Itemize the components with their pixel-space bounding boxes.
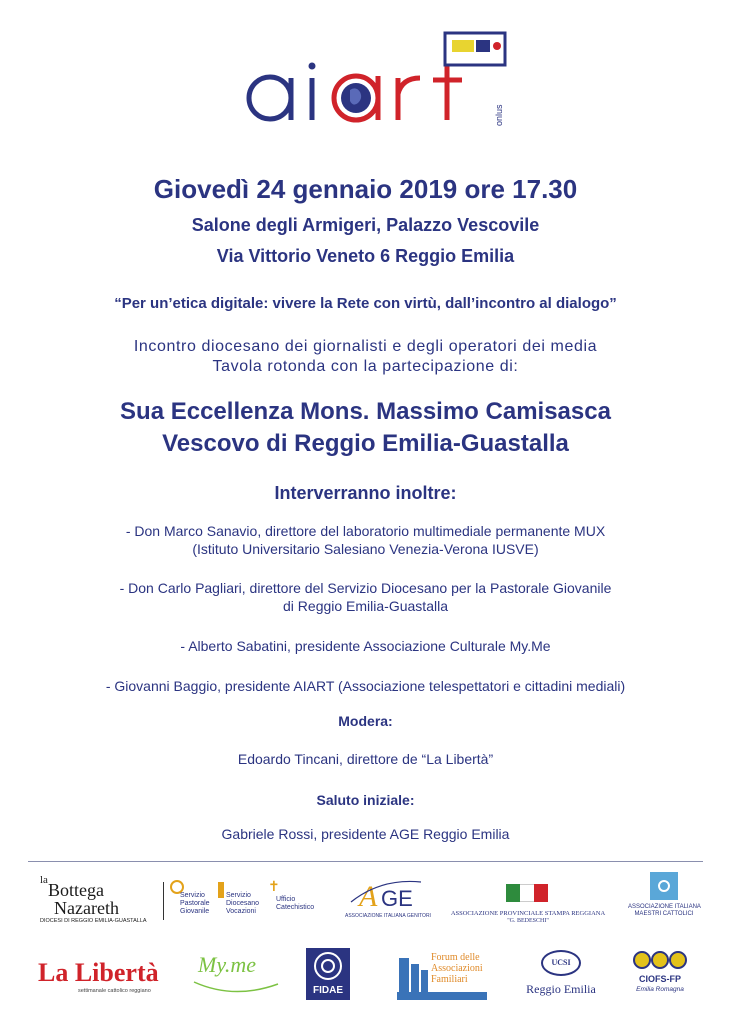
forum-line: Forum delle bbox=[431, 952, 480, 963]
myme-swoosh-icon bbox=[192, 978, 280, 996]
guest-role: Vescovo di Reggio Emilia-Guastalla bbox=[162, 430, 569, 457]
servizio-label: Servizio bbox=[180, 892, 205, 899]
vocazioni-icon bbox=[218, 882, 224, 898]
speaker-item bbox=[0, 522, 731, 558]
servizio-label: Catechistico bbox=[276, 904, 315, 911]
bottega-word: Bottega bbox=[48, 880, 104, 900]
fidae-emblem-icon bbox=[306, 948, 350, 984]
ciofs-subtitle: Emilia Romagna bbox=[636, 986, 684, 993]
servizio-label: Diocesano bbox=[226, 900, 260, 907]
servizio-vocazioni-logo bbox=[218, 880, 268, 922]
event-title: “Per un’etica digitale: vivere la Rete con virtù, dall’incontro al dialogo” bbox=[114, 295, 617, 312]
forum-text bbox=[431, 952, 483, 985]
maestri-emblem-icon bbox=[650, 872, 678, 900]
aiart-logo-graphic bbox=[240, 28, 540, 138]
speaker-line: - Don Marco Sanavio, direttore del laboratorio multimediale permanente MUX bbox=[125, 523, 606, 539]
speakers-heading: Interverranno inoltre: bbox=[274, 483, 457, 503]
greeting-name: Gabriele Rossi, presidente AGE Reggio Emilia bbox=[221, 826, 510, 842]
liberta-word: La Libertà bbox=[38, 958, 159, 987]
svg-text:GE: GE bbox=[381, 886, 413, 911]
speaker-line: - Alberto Sabatini, presidente Associazione Culturale My.Me bbox=[180, 638, 551, 654]
ciofs-word: CIOFS-FP bbox=[639, 974, 681, 984]
speaker-line: di Reggio Emilia-Guastalla bbox=[283, 598, 448, 614]
onlus-label: onlus bbox=[494, 104, 504, 126]
myme-word: My.me bbox=[198, 952, 257, 977]
servizio-pastorale-logo bbox=[170, 880, 220, 922]
event-venue: Salone degli Armigeri, Palazzo Vescovile bbox=[191, 215, 540, 235]
guest-name: Sua Eccellenza Mons. Massimo Camisasca bbox=[120, 398, 611, 425]
moderator-heading: Modera: bbox=[338, 713, 393, 729]
liberta-subtitle: settimanale cattolico reggiano bbox=[78, 988, 151, 994]
ciofs-logo bbox=[628, 948, 692, 1002]
forum-base-bar bbox=[397, 992, 487, 1000]
forum-associazioni-logo bbox=[397, 948, 492, 1002]
family-figure-icon bbox=[399, 958, 409, 992]
ucsi-emblem-icon bbox=[541, 950, 581, 976]
ucsi-subtitle: Reggio Emilia bbox=[526, 982, 596, 996]
speaker-item bbox=[0, 579, 731, 615]
svg-text:A: A bbox=[359, 880, 378, 912]
ucsi-logo bbox=[516, 948, 606, 1000]
servizio-label: Servizio bbox=[226, 892, 251, 899]
catechistico-icon: ✝ bbox=[268, 878, 280, 894]
family-figure-icon bbox=[411, 964, 419, 992]
servizio-label: Pastorale bbox=[180, 900, 210, 907]
fidae-logo bbox=[306, 948, 350, 1000]
speaker-item bbox=[0, 677, 731, 695]
age-subtitle: ASSOCIAZIONE ITALIANA GENITORI bbox=[345, 913, 431, 919]
speaker-line: - Giovanni Baggio, presidente AIART (Associazione telespettatori e cittadini mediali) bbox=[105, 678, 626, 694]
servizio-label: Vocazioni bbox=[226, 908, 256, 915]
bottega-la: la bbox=[40, 874, 48, 886]
speaker-line: - Don Carlo Pagliari, direttore del Servizio Diocesano per la Pastorale Giovanile bbox=[119, 580, 612, 596]
maestri-line-1: ASSOCIAZIONE ITALIANA bbox=[628, 904, 701, 910]
bottega-nazareth-logo bbox=[40, 874, 160, 924]
maestri-cattolici-logo bbox=[628, 872, 700, 928]
age-mark-icon bbox=[345, 876, 425, 912]
la-liberta-logo bbox=[38, 958, 163, 998]
stampa-reggiana-logo bbox=[448, 880, 608, 926]
speaker-item bbox=[0, 637, 731, 655]
forum-line: Familiari bbox=[431, 974, 468, 985]
ufficio-catechistico-logo bbox=[266, 880, 316, 922]
greeting-heading: Saluto iniziale: bbox=[316, 792, 415, 808]
flag-icon bbox=[506, 880, 548, 902]
intro-line-2: Tavola rotonda con la partecipazione di: bbox=[212, 358, 519, 375]
myme-logo bbox=[192, 950, 280, 996]
intro-line-1: Incontro diocesano dei giornalisti e degli operatori dei media bbox=[133, 338, 598, 355]
sponsor-separator bbox=[163, 882, 164, 920]
forum-line: Associazioni bbox=[431, 963, 483, 974]
maestri-line-2: MAESTRI CATTOLICI bbox=[634, 911, 694, 917]
footer-divider bbox=[28, 861, 703, 862]
bottega-diocesi: DIOCESI DI REGGIO EMILIA-GUASTALLA bbox=[40, 918, 147, 924]
stampa-line-2: "G. BEDESCHI" bbox=[507, 918, 549, 924]
stampa-line-1: ASSOCIAZIONE PROVINCIALE STAMPA REGGIANA bbox=[450, 910, 606, 917]
speaker-line: (Istituto Universitario Salesiano Venezia-Verona IUSVE) bbox=[192, 541, 539, 557]
event-address: Via Vittorio Veneto 6 Reggio Emilia bbox=[216, 246, 515, 266]
fidae-word: FIDAE bbox=[313, 985, 343, 996]
moderator-name: Edoardo Tincani, direttore de “La Libertà” bbox=[237, 751, 494, 767]
age-logo bbox=[345, 876, 431, 922]
servizio-label: Giovanile bbox=[180, 908, 210, 915]
servizio-label: Ufficio bbox=[276, 896, 296, 903]
nazareth-word: Nazareth bbox=[54, 898, 119, 918]
event-date: Giovedì 24 gennaio 2019 ore 17.30 bbox=[153, 174, 578, 204]
aiart-logo bbox=[240, 28, 540, 138]
family-figure-icon bbox=[421, 970, 428, 992]
ucsi-word: UCSI bbox=[551, 958, 571, 967]
ciofs-emblem-icon bbox=[628, 948, 692, 972]
